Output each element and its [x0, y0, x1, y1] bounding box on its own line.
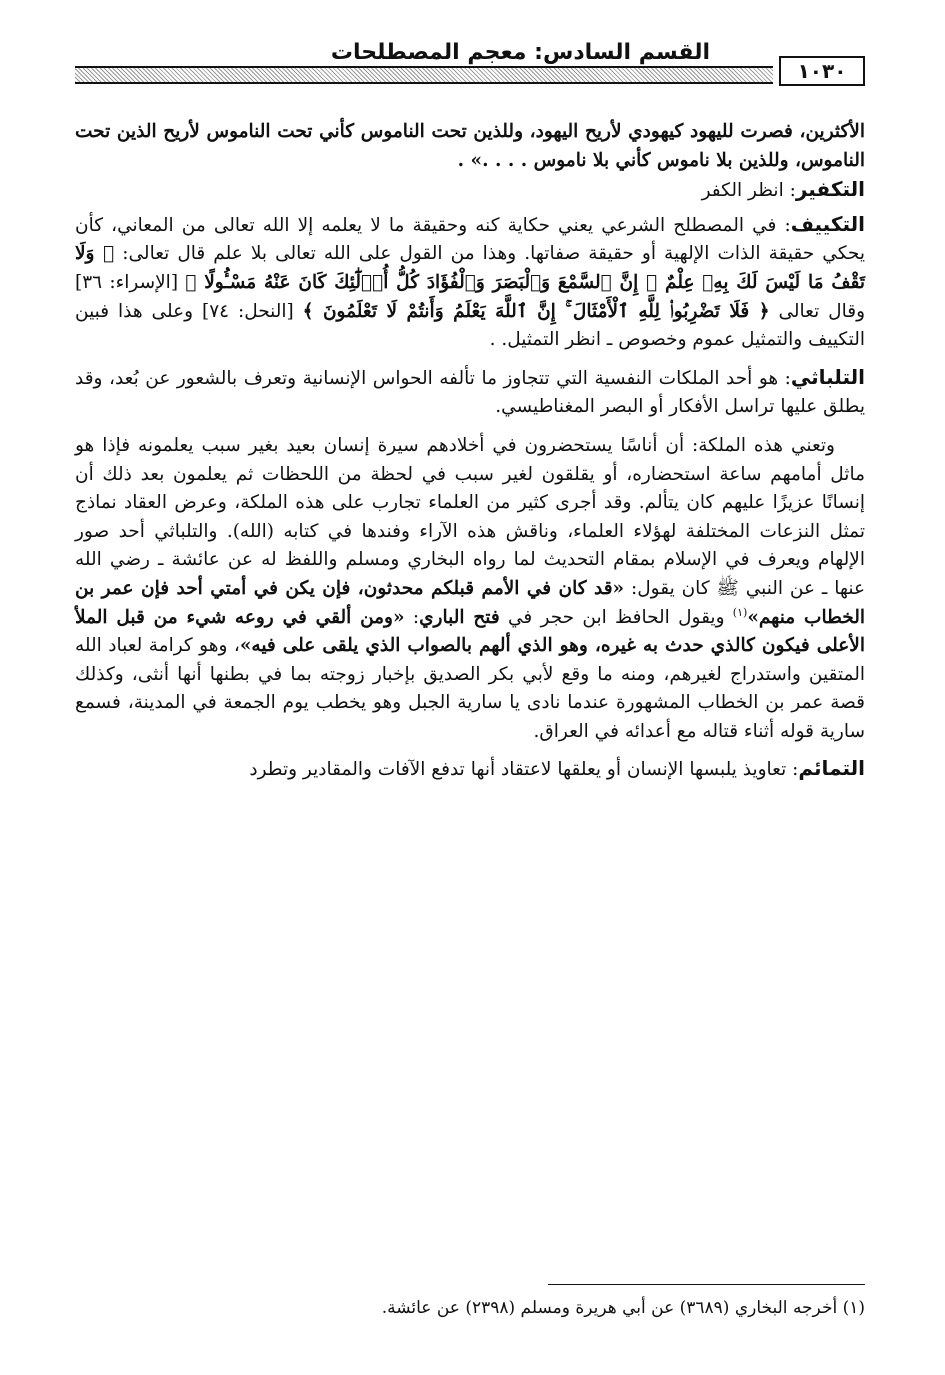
- footnote-divider: [548, 1284, 865, 1285]
- footnote: (١) أخرجه البخاري (٣٦٨٩) عن أبي هريرة ومسلم (٢٣٩٨) عن عائشة.: [381, 1298, 865, 1318]
- footnote-marker: (١): [732, 605, 748, 619]
- quran-verse: ﴿ فَلَا تَضْرِبُوا۟ لِلَّهِ ٱلْأَمْثَالَ ۚ إِنَّ ٱللَّهَ يَعْلَمُ وَأَنتُمْ لَا تَعْلَمُونَ ﴾: [302, 300, 770, 322]
- entry-definition: : في المصطلح الشرعي يعني حكاية كنه وحقيقة ما لا يعلمه إلا الله تعالى من المعاني، كأن يحكي حقيقة الذات الإلهية أو حقيقة صفاتها. وهذا من القول على الله تعالى بلا علم قال تعالى:: [75, 214, 866, 265]
- book-title: فتح الباري: [419, 606, 500, 628]
- entry-definition: : تعاويذ يلبسها الإنسان أو يعلقها لاعتقاد أنها تدفع الآفات والمقادير وتطرد: [249, 759, 799, 781]
- header-decorative-band: [75, 66, 773, 84]
- entry-takfir: [75, 175, 865, 206]
- hadith-quote: «قد كان في الأمم قبلكم محدثون، فإن يكن في أمتي أحد فإن عمر بن الخطاب منهم»: [75, 577, 865, 628]
- scholar-quote: «ومن ألقي في روعه شيء من قبل الملأ الأعلى فيكون كالذي حدث به غيره، وهو الذي ألهم بالصواب الذي يلقى على فيه»: [75, 606, 865, 657]
- paragraph-text: ويقول الحافظ ابن حجر في: [499, 606, 733, 628]
- entry-definition: [الإسراء: ٣٦] وقال تعالى: [75, 271, 865, 322]
- page-number: ١٠٣٠: [779, 56, 865, 86]
- entry-definition: [النحل: ٧٤] وعلى هذا فبين التكييف والتمثيل عموم وخصوص ـ انظر التمثيل. .: [75, 300, 865, 351]
- entry-term: التلباثي: [790, 364, 865, 389]
- page-header: [75, 38, 865, 98]
- quran-verse: ﴿ وَلَا تَقْفُ مَا لَيْسَ لَكَ بِهِۦ عِلْمٌ ۚ إِنَّ ٱلسَّمْعَ وَٱلْبَصَرَ وَٱلْفُؤَادَ كُلُّ أُو۟لَٰٓئِكَ كَانَ عَنْهُ مَسْـُٔولًا ﴾: [75, 243, 865, 293]
- entry-term: التكييف: [790, 211, 865, 236]
- entry-definition: : هو أحد الملكات النفسية التي تتجاوز ما تألفه الحواس الإنسانية وتعرف بالشعور عن بُعد، وقد يطلق عليها تراسل الأفكار أو البصر المغناطيسي.: [75, 367, 865, 418]
- paragraph-text: :: [404, 606, 420, 628]
- telepathy-explanation: [75, 432, 865, 747]
- paragraph-text: ، وهو كرامة لعباد الله المتقين واستدراج لغيرهم، ومنه ما وقع لأبي بكر الصديق بإخبار زوجته بما في بطنها أنها أنثى، وكذلك قصة عمر بن الخطاب المشهورة عندما نادى يا سارية الجبل وهو يخطب يوم الجمعة في المدينة، فسمع سارية قوله أثناء قتاله مع أعدائه في العراق.: [75, 635, 865, 742]
- continued-paragraph: الأكثرين، فصرت لليهود كيهودي لأريح اليهود، وللذين تحت الناموس كأني تحت الناموس لأريح الذين تحت الناموس، وللذين بلا ناموس كأني بلا ناموس . . . .» .: [75, 121, 865, 171]
- entry-definition: : انظر الكفر: [701, 180, 796, 202]
- entry-term: التكفير: [795, 177, 865, 202]
- section-title: القسم السادس: معجم المصطلحات: [330, 40, 710, 65]
- entry-term: التمائم: [798, 756, 865, 781]
- entry-tamaim: [75, 754, 865, 785]
- entry-telepathy: [75, 363, 865, 422]
- page-body: [75, 118, 865, 785]
- entry-takyif: [75, 210, 865, 355]
- paragraph-text: وتعني هذه الملكة: أن أناسًا يستحضرون في أخلادهم سيرة إنسان بعيد بغير سبب يعلمونه فإذا هو ماثل أمامهم ساعة استحضاره، أو يقلقون لغير سبب في لحظة من اللحظات ثم يعلمون بعد ذلك أن إنسانًا عزيزًا عليهم كان يتألم. وقد أجرى كثير من العلماء تجارب على هذه الملكة، وعرض العقاد نماذج تمثل النزعات المختلفة لهؤلاء العلماء، وناقش هذه الآراء وفندها في كتابه (الله). والتلباثي أحد صور الإلهام ويعرف في الإسلام بمقام التحديث لما رواه البخاري ومسلم واللفظ له عن عائشة ـ رضي الله عنها ـ عن النبي ﷺ كان يقول:: [75, 434, 865, 599]
